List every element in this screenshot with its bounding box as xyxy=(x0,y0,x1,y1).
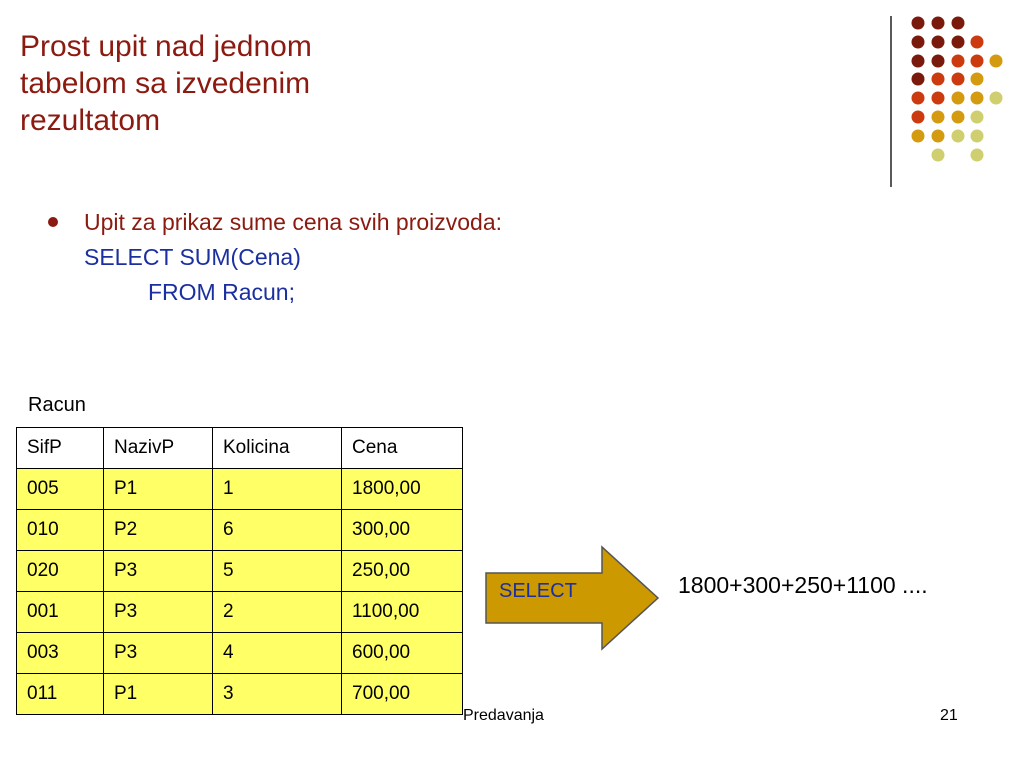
result-expression: 1800+300+250+1100 .... xyxy=(678,572,928,598)
decorative-dot xyxy=(971,92,984,105)
decorative-dot xyxy=(952,55,965,68)
decorative-dot xyxy=(912,111,925,124)
table-cell: P1 xyxy=(104,674,213,715)
table-cell: 250,00 xyxy=(342,551,463,592)
table-row xyxy=(17,469,463,510)
sql-line-2: FROM Racun; xyxy=(148,279,295,305)
table-cell: 001 xyxy=(17,592,104,633)
decorative-dot xyxy=(971,149,984,162)
table-header-row xyxy=(17,428,463,469)
table-header-cell: SifP xyxy=(17,428,104,469)
table-cell: 600,00 xyxy=(342,633,463,674)
decorative-dot xyxy=(952,36,965,49)
decorative-dot xyxy=(971,36,984,49)
footer-text: Predavanja xyxy=(463,707,544,724)
decorative-dot xyxy=(952,73,965,86)
decorative-dot xyxy=(932,111,945,124)
decorative-dot xyxy=(952,130,965,143)
decorative-dot xyxy=(952,92,965,105)
title-line-2: tabelom sa izvedenim xyxy=(20,67,311,100)
decorative-dot xyxy=(952,111,965,124)
table-cell: 020 xyxy=(17,551,104,592)
table-cell: 1 xyxy=(213,469,342,510)
table-row xyxy=(17,510,463,551)
decorative-dot xyxy=(912,130,925,143)
sql-line-1: SELECT SUM(Cena) xyxy=(84,244,301,270)
arrow-label: SELECT xyxy=(499,580,577,602)
table-row xyxy=(17,551,463,592)
divider-line xyxy=(890,16,892,187)
decorative-dot xyxy=(932,36,945,49)
table-cell: P1 xyxy=(104,469,213,510)
decorative-dot xyxy=(932,130,945,143)
decorative-dot xyxy=(932,73,945,86)
table-row xyxy=(17,674,463,715)
decorative-dot xyxy=(971,130,984,143)
table-row xyxy=(17,633,463,674)
table-cell: 011 xyxy=(17,674,104,715)
table-cell: 4 xyxy=(213,633,342,674)
decorative-dot xyxy=(932,149,945,162)
table-cell: 1800,00 xyxy=(342,469,463,510)
table-header-cell: Cena xyxy=(342,428,463,469)
decorative-dot xyxy=(971,55,984,68)
table-cell: 1100,00 xyxy=(342,592,463,633)
table-header-cell: Kolicina xyxy=(213,428,342,469)
bullet-text: Upit za prikaz sume cena svih proizvoda: xyxy=(84,209,503,235)
title-line-1: Prost upit nad jednom xyxy=(20,30,312,63)
table-cell: 003 xyxy=(17,633,104,674)
decorative-dot xyxy=(932,55,945,68)
decorative-dot xyxy=(912,17,925,30)
table-cell: 2 xyxy=(213,592,342,633)
table-cell: 005 xyxy=(17,469,104,510)
decorative-dot xyxy=(971,111,984,124)
table-cell: 300,00 xyxy=(342,510,463,551)
decorative-dot xyxy=(990,92,1003,105)
table-cell: 5 xyxy=(213,551,342,592)
bullet-dot-icon xyxy=(48,217,58,227)
table-cell: P3 xyxy=(104,633,213,674)
table-cell: 700,00 xyxy=(342,674,463,715)
racun-table xyxy=(16,427,463,715)
table-cell: 3 xyxy=(213,674,342,715)
table-cell: P3 xyxy=(104,551,213,592)
decorative-dot xyxy=(912,92,925,105)
table-header-cell: NazivP xyxy=(104,428,213,469)
decorative-dot xyxy=(912,36,925,49)
decorative-dot-grid xyxy=(0,0,1024,200)
table-cell: 6 xyxy=(213,510,342,551)
decorative-dot xyxy=(990,55,1003,68)
table-caption: Racun xyxy=(28,394,86,416)
decorative-dot xyxy=(971,73,984,86)
table-cell: P2 xyxy=(104,510,213,551)
title-line-3: rezultatom xyxy=(20,104,161,137)
decorative-dot xyxy=(952,17,965,30)
table-cell: 010 xyxy=(17,510,104,551)
decorative-dot xyxy=(912,73,925,86)
table-row xyxy=(17,592,463,633)
slide-number: 21 xyxy=(940,707,958,724)
decorative-dot xyxy=(932,17,945,30)
table-cell: P3 xyxy=(104,592,213,633)
decorative-dot xyxy=(932,92,945,105)
decorative-dot xyxy=(912,55,925,68)
